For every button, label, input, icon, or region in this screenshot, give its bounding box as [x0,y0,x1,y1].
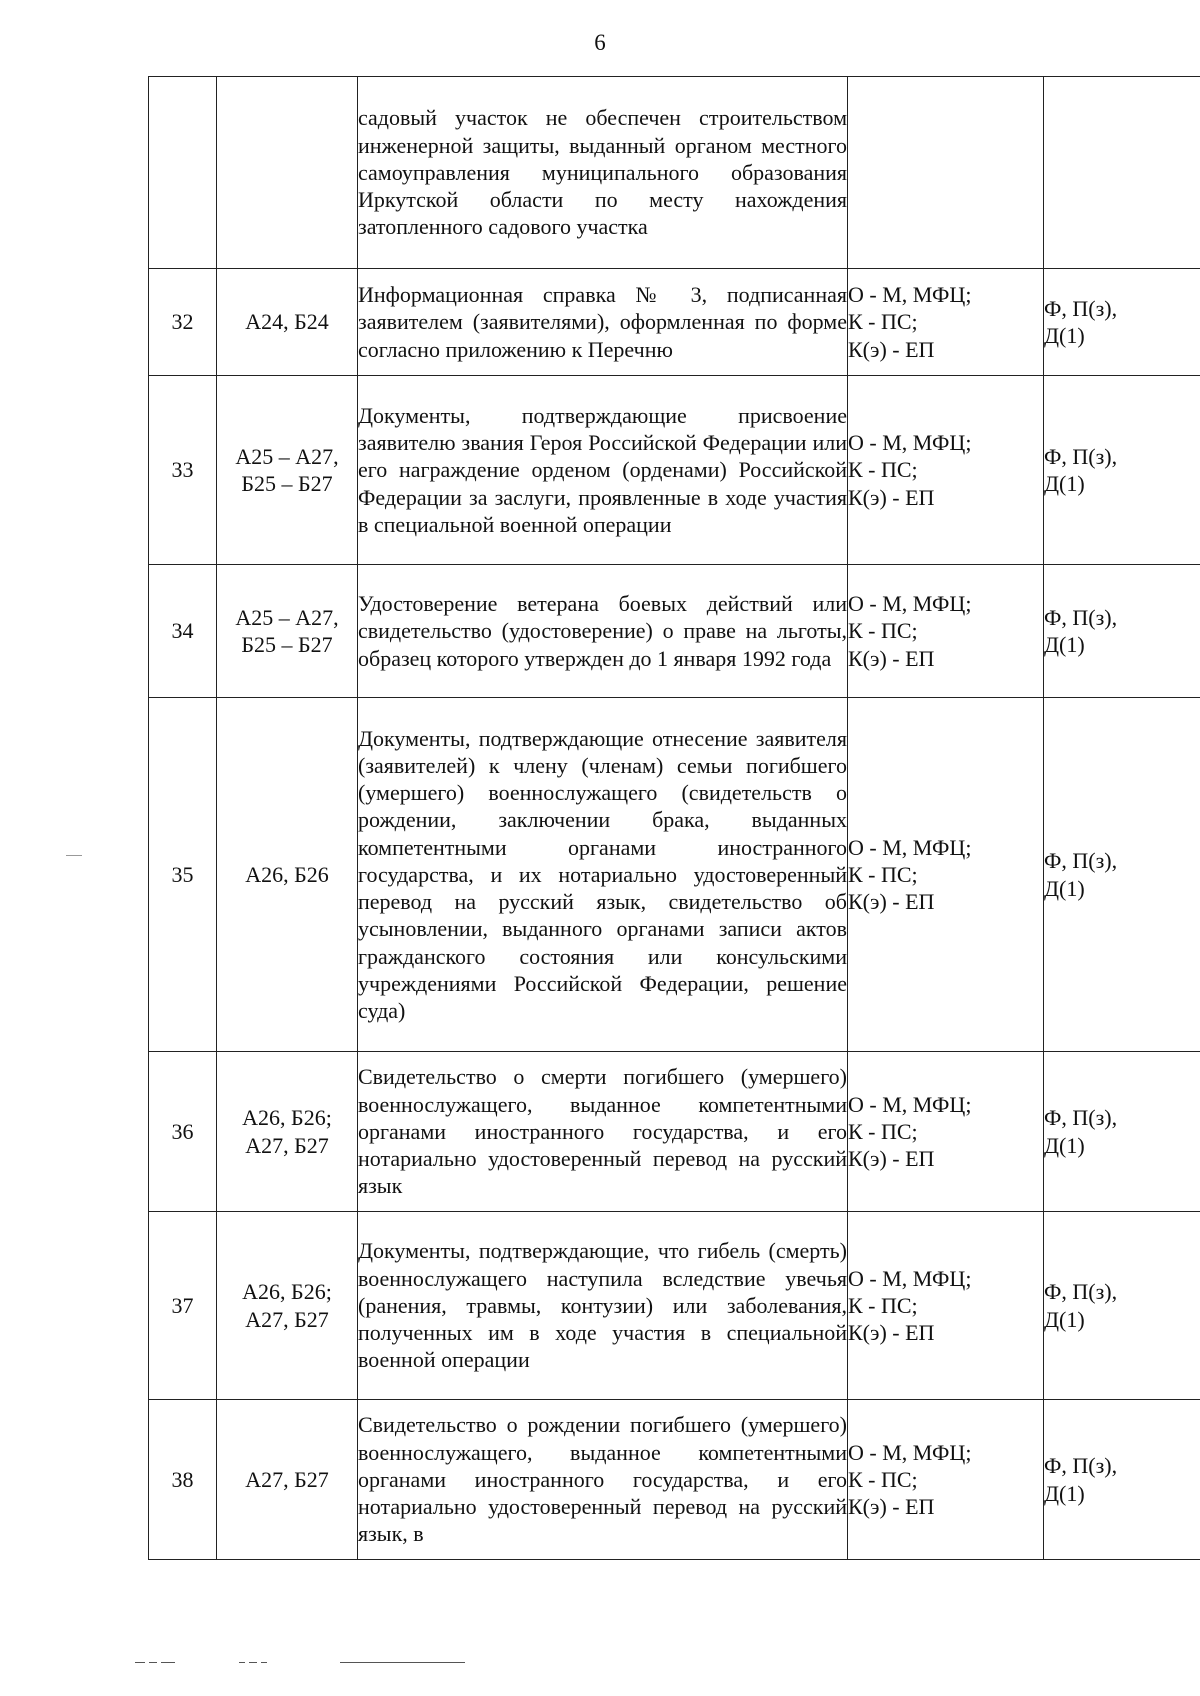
method-line: К - ПС; [848,1118,918,1144]
method-line: К - ПС; [848,861,918,887]
row-codes [217,77,358,269]
row-document-text [358,565,848,698]
form-line: Д(1) [1044,1132,1085,1158]
method-line: К - ПС; [848,457,918,483]
table-row [149,1052,1200,1212]
row-number: 35 [149,698,217,1052]
table-row [149,269,1200,376]
form-line: Ф, П(з), [1044,443,1118,469]
row-number: 32 [149,269,217,376]
document-text: Документы, подтверждающие присвоение заявителю звания Героя Российской Федерации или его награждение орденом (орденами) Российской Федерации за заслуги, проявленные в ходе участия в специальной военной операции [358,402,847,537]
table-body [149,77,1200,1560]
method-line: О - М, МФЦ; [848,834,972,860]
row-document-form [1044,1212,1200,1400]
form-line: Д(1) [1044,471,1085,496]
table-row [149,1400,1200,1560]
code-line: А27, Б27 [245,1306,329,1332]
row-submission-method [848,1400,1044,1560]
method-line: К(э) - ЕП [848,1494,935,1520]
row-codes [217,565,358,698]
row-number: 36 [149,1052,217,1212]
method-line: К(э) - ЕП [848,645,935,671]
row-document-text [358,269,848,376]
margin-mark [66,855,82,856]
scan-artifact-lines [135,1662,465,1664]
row-submission-method [848,698,1044,1052]
method-line: К(э) - ЕП [848,1320,935,1346]
method-line: О - М, МФЦ; [848,430,972,456]
form-line: Ф, П(з), [1044,1105,1118,1131]
row-document-text [358,698,848,1052]
table-row [149,1212,1200,1400]
row-document-form [1044,77,1200,269]
table-row [149,376,1200,565]
row-document-form [1044,565,1200,698]
document-text: Свидетельство о смерти погибшего (умершего) военнослужащего, выданное компетентными органами иностранного государства, и его нотариально удостоверенный перевод на русский язык [358,1064,847,1199]
row-codes [217,1212,358,1400]
row-document-form [1044,269,1200,376]
row-submission-method [848,376,1044,565]
documents-table [148,76,1200,1560]
row-document-form [1044,698,1200,1052]
row-submission-method [848,269,1044,376]
code-line: Б25 – Б27 [241,471,333,496]
table-row [149,77,1200,269]
row-document-form [1044,1400,1200,1560]
document-text: Документы, подтверждающие отнесение заявителя (заявителей) к члену (членам) семьи погибшего (умершего) военнослужащего (свидетельств о рождении, заключении брака, выданных компетентными органами иностранного государства, и их нотариально удостоверенный перевод на русский язык, свидетельство об усыновлении, выданного органами записи актов гражданского состояния или консульскими учреждениями Российской Федерации, решение суда) [358,725,847,1023]
document-text: Информационная справка № 3, подписанная заявителем (заявителями), оформленная по форме согласно приложению к Перечню [358,282,847,362]
row-codes [217,1052,358,1212]
row-submission-method [848,77,1044,269]
code-line: А26, Б26; [242,1279,332,1305]
row-codes [217,269,358,376]
document-text: садовый участок не обеспечен строительством инженерной защиты, выданный органом местного самоуправления муниципального образования Иркутской области по месту нахождения затопленного садового участка [358,105,847,240]
code-line: А27, Б27 [245,1466,329,1492]
form-line: Ф, П(з), [1044,1279,1118,1305]
form-line: Ф, П(з), [1044,604,1118,630]
method-line: О - М, МФЦ; [848,1091,972,1117]
row-number: 38 [149,1400,217,1560]
row-document-text [358,1400,848,1560]
row-codes [217,1400,358,1560]
method-line: К(э) - ЕП [848,1146,935,1172]
form-line: Д(1) [1044,875,1085,901]
document-text: Документы, подтверждающие, что гибель (смерть) военнослужащего наступила вследствие увечья (ранения, травмы, контузии) или заболевания, полученных им в ходе участия в специальной военной операции [358,1238,847,1373]
row-codes [217,376,358,565]
form-line: Ф, П(з), [1044,295,1118,321]
code-line: А26, Б26 [245,861,329,887]
method-line: О - М, МФЦ; [848,591,972,617]
table-row [149,698,1200,1052]
code-line: Б25 – Б27 [241,632,333,657]
code-line: А25 – А27, [235,604,339,630]
method-line: К - ПС; [848,618,918,644]
page-number: 6 [594,30,606,55]
row-submission-method [848,1212,1044,1400]
form-line: Д(1) [1044,1480,1085,1506]
row-document-text [358,77,848,269]
row-document-form [1044,376,1200,565]
code-line: А26, Б26; [242,1105,332,1131]
method-line: К(э) - ЕП [848,336,935,362]
method-line: К - ПС; [848,309,918,335]
row-document-text [358,1212,848,1400]
row-number: 34 [149,565,217,698]
form-line: Ф, П(з), [1044,1453,1118,1479]
code-line: А25 – А27, [235,443,339,469]
form-line: Д(1) [1044,632,1085,657]
method-line: О - М, МФЦ; [848,1439,972,1465]
code-line: А27, Б27 [245,1132,329,1158]
form-line: Д(1) [1044,323,1085,348]
method-line: К - ПС; [848,1466,918,1492]
document-text: Удостоверение ветерана боевых действий или свидетельство (удостоверение) о праве на льготы, образец которого утвержден до 1 января 1992 года [358,591,847,671]
method-line: О - М, МФЦ; [848,282,972,308]
method-line: К - ПС; [848,1292,918,1318]
row-document-form [1044,1052,1200,1212]
row-codes [217,698,358,1052]
row-document-text [358,376,848,565]
row-number: 33 [149,376,217,565]
code-line: А24, Б24 [245,309,329,335]
form-line: Д(1) [1044,1306,1085,1332]
table-row [149,565,1200,698]
form-line: Ф, П(з), [1044,848,1118,874]
row-number [149,77,217,269]
method-line: О - М, МФЦ; [848,1265,972,1291]
document-text: Свидетельство о рождении погибшего (умершего) военнослужащего, выданное компетентными органами иностранного государства, и его нотариально удостоверенный перевод на русский язык, в [358,1412,847,1547]
row-submission-method [848,1052,1044,1212]
row-submission-method [848,565,1044,698]
method-line: К(э) - ЕП [848,484,935,510]
row-document-text [358,1052,848,1212]
method-line: К(э) - ЕП [848,889,935,915]
row-number: 37 [149,1212,217,1400]
